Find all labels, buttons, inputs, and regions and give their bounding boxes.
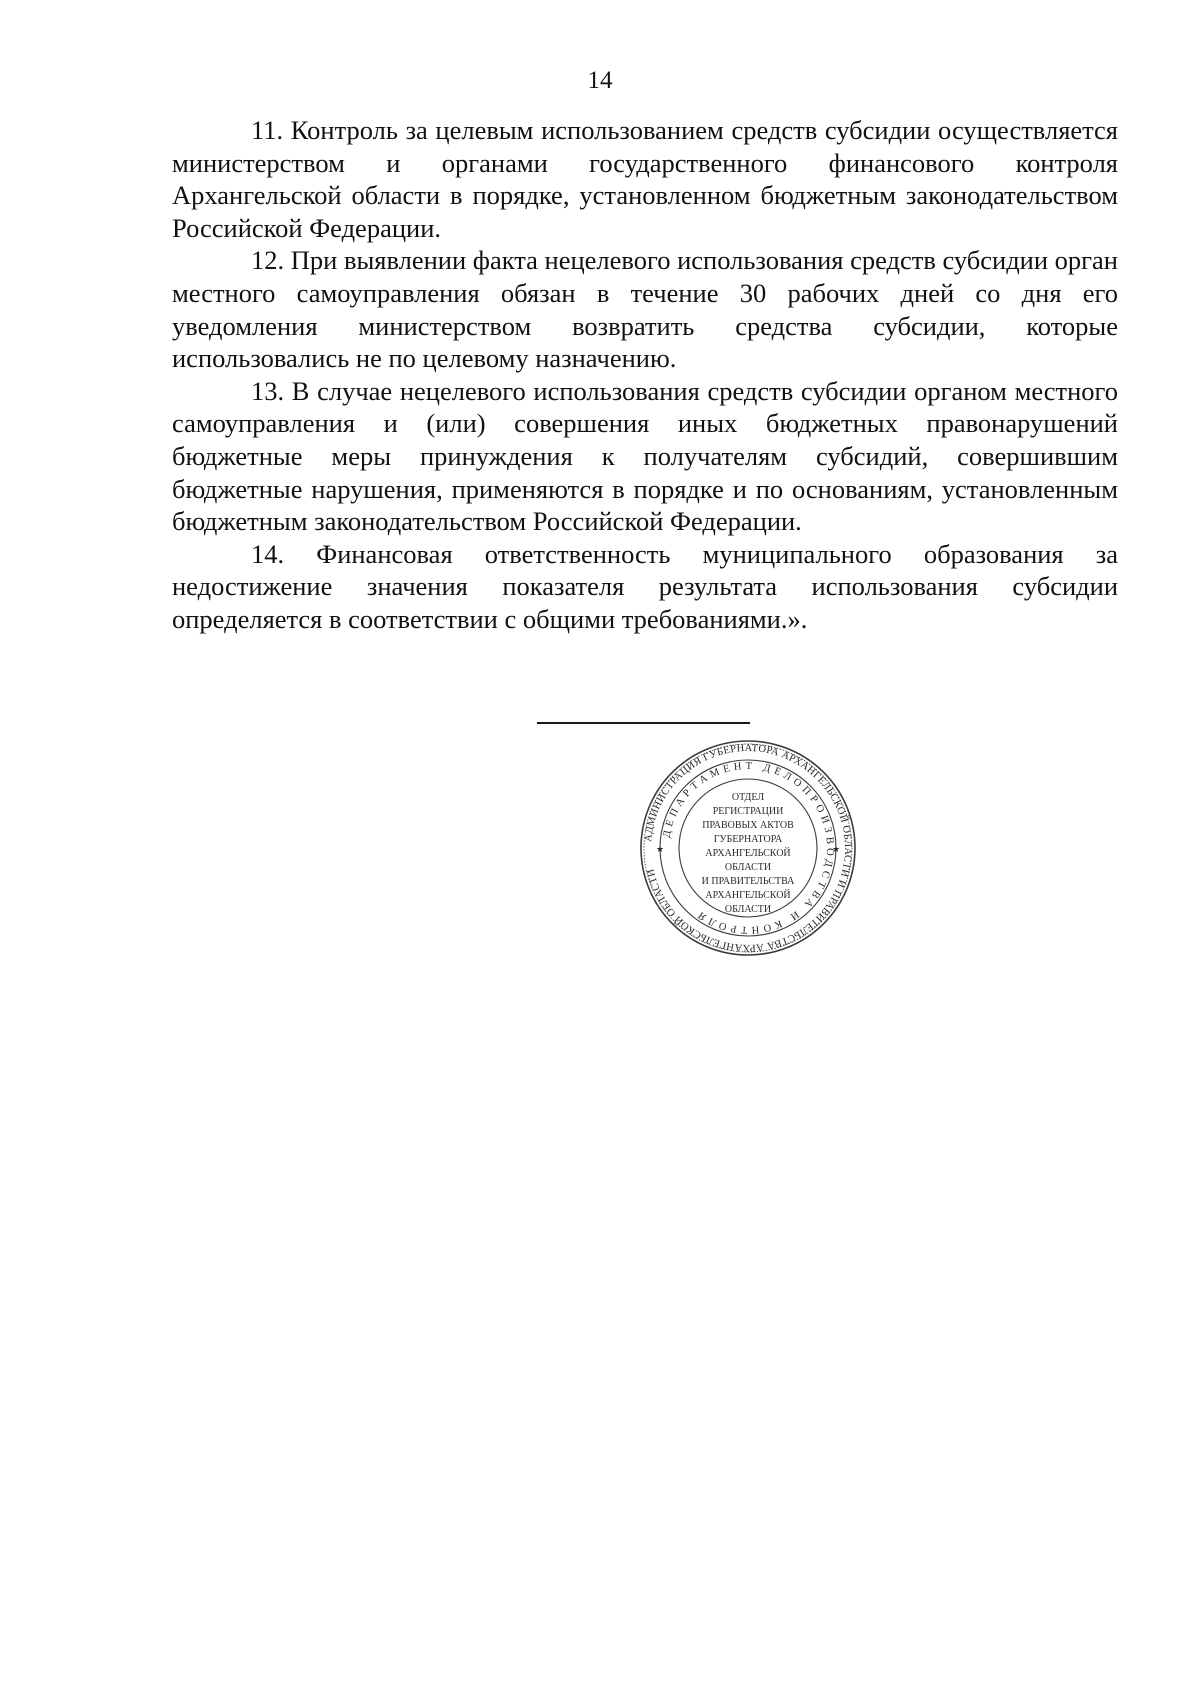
stamp-star-right: ★	[832, 844, 841, 854]
document-body	[172, 114, 1118, 636]
stamp-seal-graphic	[638, 738, 858, 958]
stamp-center-line: ОБЛАСТИ	[724, 862, 772, 873]
stamp-center-line: ПРАВОВЫХ АКТОВ	[702, 820, 794, 831]
paragraph-11: 11. Контроль за целевым использованием средств субсидии осуществляется министерством и органами государственного финансового контроля Архангельской области в порядке, установленном бюджетным законодательством Российской Федерации.	[172, 115, 1118, 243]
stamp-center-line: ОБЛАСТИ	[724, 904, 772, 915]
paragraph-12: 12. При выявлении факта нецелевого использования средств субсидии орган местного самоуправления обязан в течение 30 рабочих дней со дня его уведомления министерством возвратить средства субсидии, которые использовались не по целевому назначению.	[172, 245, 1118, 374]
registration-stamp	[638, 738, 858, 958]
stamp-inner-ring-text: ДЕПАРТАМЕНТ ДЕЛОПРОИЗВОДСТВА И КОНТРОЛЯ	[661, 760, 836, 936]
page-number: 14	[587, 67, 613, 94]
stamp-center-line: АРХАНГЕЛЬСКОЙ	[705, 848, 791, 859]
stamp-center-line: ГУБЕРНАТОРА	[713, 834, 783, 845]
stamp-star-left: ★	[656, 844, 665, 854]
paragraph-13: 13. В случае нецелевого использования средств субсидии органом местного самоуправления и (или) совершения иных бюджетных правонарушений бюджетные меры принуждения к получателям субсидий, совершившим бюджетные нарушения, применяются в порядке и по основаниям, установленным бюджетным законодательством Российской Федерации.	[172, 375, 1118, 537]
stamp-center-line: И ПРАВИТЕЛЬСТВА	[701, 876, 795, 887]
stamp-center-line: ОТДЕЛ	[731, 792, 765, 803]
stamp-center-line: АРХАНГЕЛЬСКОЙ	[705, 890, 791, 901]
stamp-center-line: РЕГИСТРАЦИИ	[712, 806, 784, 817]
paragraph-14: 14. Финансовая ответственность муниципального образования за недостижение значения показателя результата использования субсидии определяется в соответствии с общими требованиями.».	[172, 538, 1118, 634]
stamp-outer-ring-text: АДМИНИСТРАЦИЯ ГУБЕРНАТОРА АРХАНГЕЛЬСКОЙ ОБЛАСТИ И ПРАВИТЕЛЬСТВА АРХАНГЕЛЬСКОЙ ОБЛАСТИ	[643, 742, 854, 954]
end-separator-line	[537, 722, 750, 724]
